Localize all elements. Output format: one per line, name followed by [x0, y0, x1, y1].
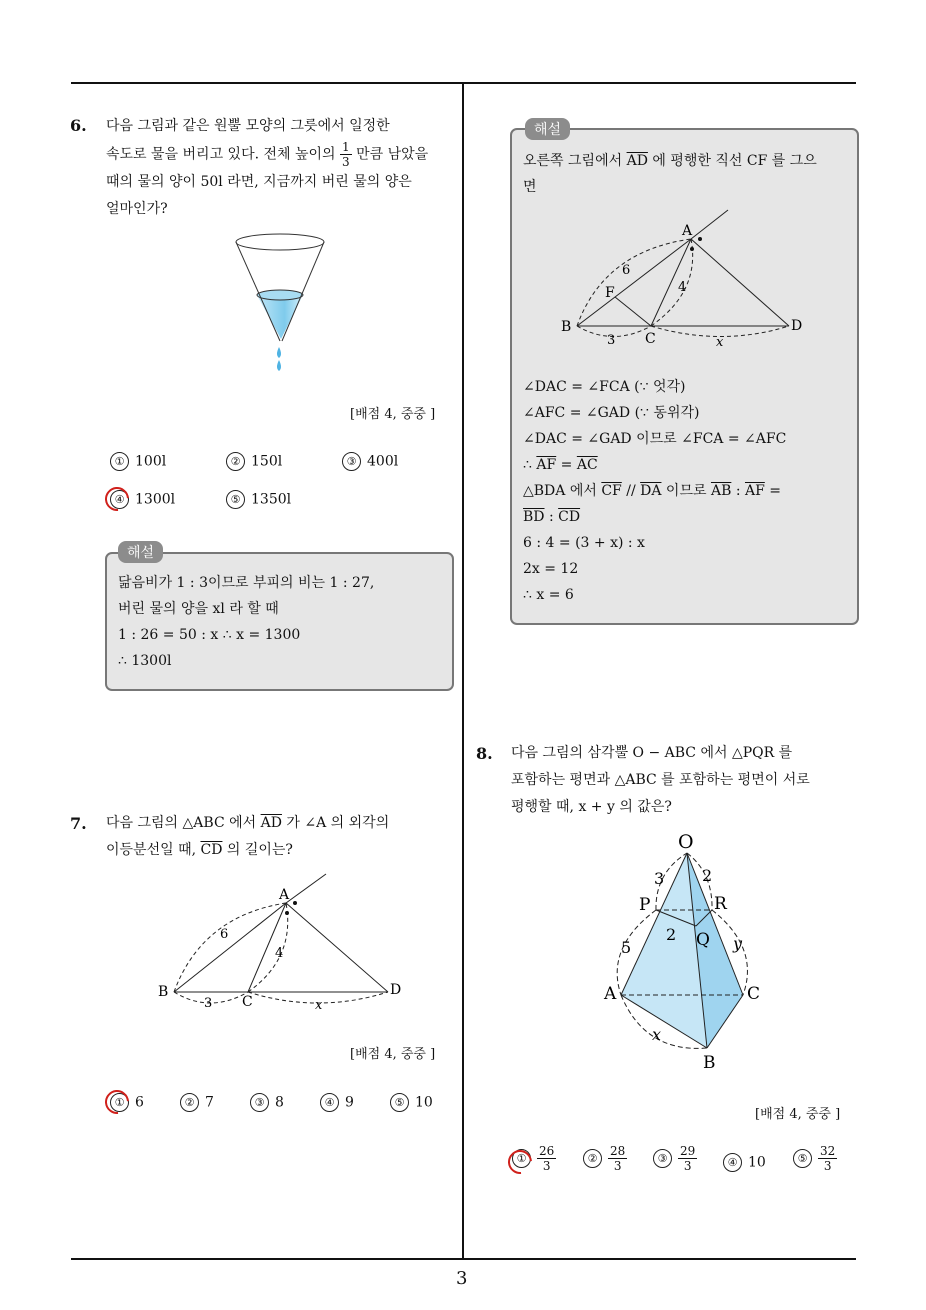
q6-water-surface: [257, 290, 303, 300]
q7-choice-3[interactable]: ③ 8: [250, 1093, 284, 1112]
page-number: 3: [456, 1268, 468, 1289]
q7s-label-b: B: [561, 319, 572, 335]
q7-solution-steps: ∠DAC = ∠FCA (∵ 엇각) ∠AFC = ∠GAD (∵ 동위각) ∠DAC = ∠GAD 이므로 ∠FCA = ∠AFC ∴ $\overline{AF} = \overline{AC}$ △BDA 에서 $\overline{CF} // \overline{DA}$ 이므로 $\overline{AB}$ : $\overline{AF}$ = $\overline{BD}$ : $\overline{CD}$ 6 : 4 = (3 + x) : x 2x = 12 ∴ x = 6: [523, 379, 787, 603]
q7-length-ab: 6: [220, 927, 229, 942]
q6-cone-figure: [225, 225, 335, 380]
q7-length-bc: 3: [204, 996, 213, 1011]
q6-solution-tag: 해설: [118, 541, 163, 563]
q7s-label-f: F: [605, 285, 615, 301]
q6-fraction: $\frac{1}{3}$: [342, 140, 350, 169]
q8-label-a: A: [604, 984, 617, 1004]
q7-solution-tag: 해설: [525, 118, 570, 140]
q6-line3: 때의 물의 양이 50l 라면, 지금까지 버린 물의 양은: [106, 174, 412, 190]
q7-score: [배점 4, 중중 ]: [350, 1047, 436, 1062]
q7-label-d: D: [390, 982, 402, 998]
q8-choice-1[interactable]: ① $\frac{26}{3}$: [512, 1144, 556, 1173]
q8-length-op: 3: [654, 869, 665, 888]
q6-water: [257, 295, 303, 339]
q8-choice-2[interactable]: ② $\frac{28}{3}$: [583, 1144, 627, 1173]
q6-choice-4[interactable]: ④ 1300l: [110, 490, 175, 509]
q7-label-c: C: [242, 994, 253, 1010]
q6-score: [배점 4, 중중 ]: [350, 407, 436, 422]
q6-solution-text: 닮음비가 1 : 3이므로 부피의 비는 1 : 27, 버린 물의 양을 xl 라 할 때 1 : 26 = 50 : x ∴ x = 1300 ∴ 1300l: [118, 575, 375, 669]
q8-choice-4[interactable]: ④ 10: [723, 1153, 766, 1172]
q8-length-rc: y: [733, 934, 743, 953]
q7-choice-2[interactable]: ② 7: [180, 1093, 214, 1112]
q7-answer-mark: [100, 1085, 134, 1119]
q8-label-b: B: [703, 1053, 716, 1073]
q8-line2: 포함하는 평면과 △ABC 를 포함하는 평면이 서로: [511, 772, 810, 788]
q7s-length-ab: 6: [622, 263, 631, 278]
q6-choice-2[interactable]: ② 150l: [226, 452, 282, 471]
q7-solution-intro: 오른쪽 그림에서 $\overline{AD}$ 에 평행한 직선 CF 를 그으 면: [523, 153, 817, 195]
q6-cone-rim: [236, 234, 324, 250]
column-divider: [462, 82, 464, 1259]
q8-number: 8.: [476, 744, 493, 763]
q6-drop1: [277, 347, 281, 358]
q6-choice-3[interactable]: ③ 400l: [342, 452, 398, 471]
q8-label-q: Q: [696, 930, 710, 950]
q7-choice-4[interactable]: ④ 9: [320, 1093, 354, 1112]
q7-solution-figure: [558, 205, 818, 355]
q8-label-o: O: [678, 831, 694, 853]
q8-label-p: P: [639, 895, 651, 915]
q7s-label-c: C: [645, 331, 656, 347]
q7-choice-1[interactable]: ① 6: [110, 1093, 144, 1112]
q6-answer-mark: [100, 482, 134, 516]
q7-text: [106, 810, 458, 864]
top-rule: [71, 82, 856, 84]
q7s-length-cd: x: [716, 335, 724, 350]
q7-length-cd: x: [315, 998, 323, 1013]
q6-drop2: [277, 360, 281, 371]
q8-text: [511, 740, 856, 821]
q8-line1: 다음 그림의 삼각뿔 O − ABC 에서 △PQR 를: [511, 745, 793, 761]
q7-label-b: B: [158, 984, 169, 1000]
q8-length-pa: 5: [621, 938, 632, 957]
q7-choice-5[interactable]: ⑤ 10: [390, 1093, 433, 1112]
q8-score: [배점 4, 중중 ]: [755, 1107, 841, 1122]
q7s-label-a: A: [682, 223, 693, 239]
q7s-label-d: D: [791, 318, 803, 334]
q6-choice-5[interactable]: ⑤ 1350l: [226, 490, 291, 509]
q8-line3: 평행할 때, x + y 의 값은?: [511, 799, 672, 815]
q7-number: 7.: [70, 814, 87, 833]
q7-label-a: A: [279, 887, 290, 903]
q8-length-or: 2: [702, 866, 713, 885]
q8-label-r: R: [714, 894, 727, 914]
q8-length-pq: 2: [666, 925, 677, 944]
q7-triangle-figure: [150, 868, 420, 1018]
q8-choice-3[interactable]: ③ $\frac{29}{3}$: [653, 1144, 697, 1173]
bottom-rule: [71, 1258, 856, 1260]
q8-length-ab: x: [652, 1025, 662, 1044]
q8-choice-5[interactable]: ⑤ $\frac{32}{3}$: [793, 1144, 837, 1173]
q7-length-ac: 4: [275, 946, 284, 961]
q6-text: [106, 113, 458, 223]
q6-choice-1[interactable]: ① 100l: [110, 452, 166, 471]
q6-line2: 속도로 물을 버리고 있다. 전체 높이의 $\frac{1}{3}$ 만큼 남았을: [106, 140, 429, 169]
q8-label-c: C: [747, 984, 761, 1004]
q6-number: 6.: [70, 116, 87, 135]
q8-pyramid-figure: [595, 828, 785, 1078]
q7s-length-ac: 4: [678, 280, 687, 295]
q7-line2: 이등분선일 때, $\overline{CD}$ 의 길이는?: [106, 842, 293, 858]
q7s-length-bc: 3: [607, 333, 616, 348]
q6-line4: 얼마인가?: [106, 201, 168, 217]
q7-line1: 다음 그림의 △ABC 에서 $\overline{AD}$ 가 ∠A 의 외각의: [106, 815, 390, 831]
q6-line1: 다음 그림과 같은 원뿔 모양의 그릇에서 일정한: [106, 118, 390, 134]
